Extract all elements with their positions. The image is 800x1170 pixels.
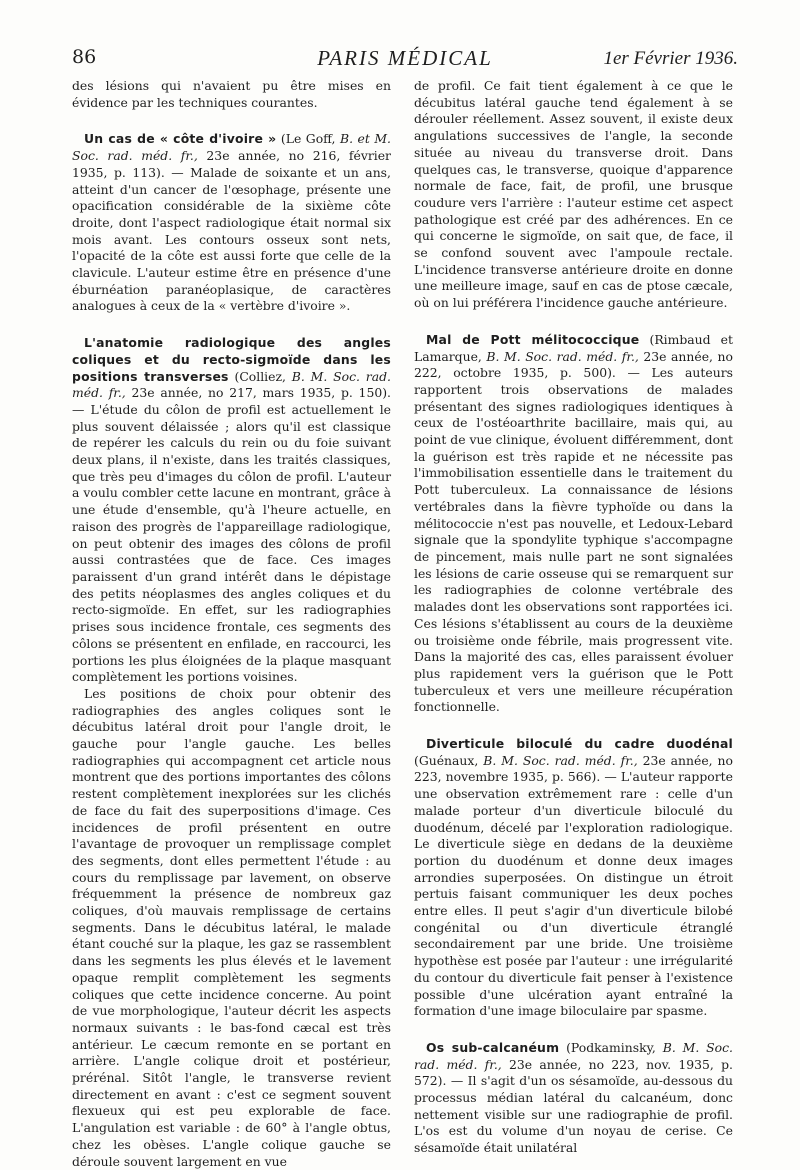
- entry-authors: (Guénaux,: [414, 752, 479, 768]
- entry-citation: 23e année, no 223, novembre 1935, p. 566).: [414, 752, 733, 785]
- entry-citation: 23e année, no 223, nov. 1935, p. 572).: [414, 1056, 733, 1089]
- entry-title: Mal de Pott mélitococcique: [426, 331, 640, 347]
- entry-anatomie-radiologique: [72, 335, 391, 1170]
- entry-journal: B. M. Soc. rad. méd. fr.,: [486, 348, 639, 364]
- entry-body: — Malade de soixante et un ans, atteint d'un cancer de l'œsophage, présente une opacification considérable de la sixième côte droite, dont l'aspect radiologique était normal six mois avant. Les contours osseux sont nets, l'opacité de la côte est aussi forte que celle de la clavicule. L'auteur estime être en présence d'une éburnéation paranéoplasique, de caractères analogues à ceux de la « vertèbre d'ivoire ».: [72, 164, 391, 314]
- entry-journal: B. M. Soc. rad. méd. fr.,: [414, 1039, 733, 1072]
- entry-paragraph-2: Les positions de choix pour obtenir des radiographies des angles coliques sont le décubitus latéral droit pour l'angle droit, le gauche pour l'angle gauche. Les belles radiographies qui accompagnent cet article nous montrent que des portions importantes des côlons restent complètement inexplorées sur les clichés de face du fait des superpositions d'image. Ces incidences de profil présentent en outre l'avantage de provoquer un remplissage complet des segments, dont elles permettent l'étude : au cours du remplissage par lavement, on observe fréquemment la présence de nombreux gaz coliques, d'où mauvais remplissage de certains segments. Dans le décubitus latéral, le malade étant couché sur la plaque, les gaz se rassemblent dans les segments les plus élevés et le lavement opaque remplit complètement les segments coliques que cette incidence concerne. Au point de vue morphologique, l'auteur décrit les aspects normaux suivants : le bas-fond cæcal est très antérieur. Le cæcum remonte en se portant en arrière. L'angle colique droit et postérieur, prérénal. Sitôt l'angle, le transverse revient directement en avant : c'est ce segment souvent flexueux qui est peu explorable de face. L'angulation est variable : de 60° à l'angle obtus, chez les obèses. L'angle colique gauche se déroule souvent largement en vue: [72, 685, 391, 1169]
- entry-diverticule: [414, 736, 733, 1020]
- entry-cote-ivoire: [72, 131, 391, 315]
- right-column: [414, 78, 733, 1157]
- entry-paragraph: [414, 1040, 733, 1157]
- continuation-paragraph: de profil. Ce fait tient également à ce que le décubitus latéral gauche tend également à se dérouler réellement. Assez souvent, il existe deux angulations successives de l'angle, la seconde située au niveau du transverse droit. Dans quelques cas, le transverse, quoique d'apparence normale de face, fait, de profil, une brusque coudure vers l'arrière : l'auteur estime cet aspect pathologique est créé par des adhérences. En ce qui concerne le sigmoïde, on sait que, de face, il se confond souvent avec l'ampoule rectale. L'incidence transverse antérieure droite en donne une meilleure image, sauf en cas de ptose cæcale, où on lui préférera l'incidence gauche antérieure.: [414, 78, 733, 311]
- entry-paragraph: [72, 131, 391, 315]
- entry-journal: B. et M. Soc. rad. méd. fr.,: [72, 131, 391, 164]
- entry-paragraph: [72, 335, 391, 686]
- entry-title: Os sub-calcanéum: [426, 1039, 560, 1055]
- entry-title: Un cas de « côte d'ivoire »: [84, 131, 277, 147]
- left-column: [72, 78, 391, 1170]
- entry-body: — Les auteurs rapportent trois observations de malades présentant des signes radiologiques identiques à ceux de l'ostéoarthrite bacillaire, mais qui, au point de vue clinique, évoluent différemment, dont la guérison est très rapide et ne nécessite pas l'immobilisation essentielle dans le traitement du Pott tuberculeux. La connaissance de lésions vertébrales dans la fièvre typhoïde ou dans la mélitococcie n'est pas nouvelle, et Ledoux-Lebard signale que la spondylite typhique s'accompagne de pincement, mais nulle part ne sont signalées les lésions de carie osseuse qui se remarquent sur les radiographies de colonne vertébrale des malades dont les observations sont rapportées ici. Ces lésions s'établissent au cours de la deuxième ou troisième onde fébrile, mais progressent vite. Dans la majorité des cas, elles paraissent évoluer plus rapidement vers la guérison que le Pott tuberculeux et vers une meilleure récupération fonctionnelle.: [414, 365, 733, 715]
- entry-body: — Il s'agit d'un os sésamoïde, au-dessous du processus médian latéral du calcanéum, donc nettement visible sur une radiographie de profil. L'os est du volume d'un noyau de cerise. Ce sésamoïde était unilatéral: [414, 1073, 733, 1156]
- entry-title: L'anatomie radiologique des angles coliques et du recto-sigmoïde dans les positions transverses: [72, 335, 391, 384]
- entry-authors: (Podkaminsky,: [566, 1039, 656, 1055]
- entry-body: — L'auteur rapporte une observation extrêmement rare : celle d'un malade porteur d'un diverticule biloculé du duodénum, décelé par l'exploration radiologique. Le diverticule siège en dedans de la deuxième portion du duodénum et donne deux images arrondies superposées. On distingue un étroit pertuis faisant communiquer les deux poches entre elles. Il peut s'agir d'un diverticule bilobé congénital ou d'un diverticule étranglé secondairement par une bride. Une troisième hypothèse est posée par l'auteur : une irrégularité du contour du diverticule fait penser à l'existence possible d'une ulcération ayant entraîné la formation d'une image biloculaire par spasme.: [414, 769, 733, 1019]
- entry-paragraph: [414, 736, 733, 1020]
- entry-paragraph: [414, 332, 733, 716]
- entry-title: Diverticule biloculé du cadre duodénal: [426, 736, 733, 752]
- entry-mal-de-pott: [414, 332, 733, 716]
- entry-citation: 23e année, no 217, mars 1935, p. 150).: [131, 385, 391, 401]
- entry-body: — L'étude du côlon de profil est actuellement le plus souvent délaissée ; alors qu'il est classique de repérer les calculs du rein ou du foie suivant deux plans, il n'existe, dans les traités classiques, que très peu d'images du côlon de profil. L'auteur a voulu combler cette lacune en montrant, grâce à une étude d'ensemble, qu'à l'heure actuelle, en raison des progrès de l'appareillage radiologique, on peut obtenir des images des côlons de profil aussi contrastées que de face. Ces images paraissent d'un grand intérêt dans le dépistage des petits néoplasmes des angles coliques et du recto-sigmoïde. En effet, sur les radiographies prises sous incidence frontale, ces segments des côlons se présentent en enfilade, en raccourci, les portions les plus éloignées de la plaque masquant complètement les portions voisines.: [72, 401, 391, 685]
- entry-authors: (Rimbaud et Lamarque,: [414, 331, 733, 364]
- entry-journal: B. M. Soc. rad. méd. fr.,: [483, 752, 638, 768]
- page-header: [72, 46, 738, 76]
- issue-date: 1er Février 1936.: [603, 48, 738, 69]
- entry-authors: (Colliez,: [234, 368, 286, 384]
- entry-citation: 23e année, no 216, février 1935, p. 113).: [72, 148, 391, 180]
- entry-citation: 23e année, no 222, octobre 1935, p. 500).: [414, 348, 733, 381]
- intro-paragraph: des lésions qui n'avaient pu être mises en évidence par les techniques courantes.: [72, 78, 391, 110]
- page-number: 86: [72, 46, 97, 68]
- journal-title: PARIS MÉDICAL: [317, 46, 493, 70]
- entry-authors: (Le Goff,: [280, 131, 336, 147]
- entry-os-sub-calcaneum: [414, 1040, 733, 1157]
- entry-journal: B. M. Soc. rad. méd. fr.,: [72, 368, 391, 401]
